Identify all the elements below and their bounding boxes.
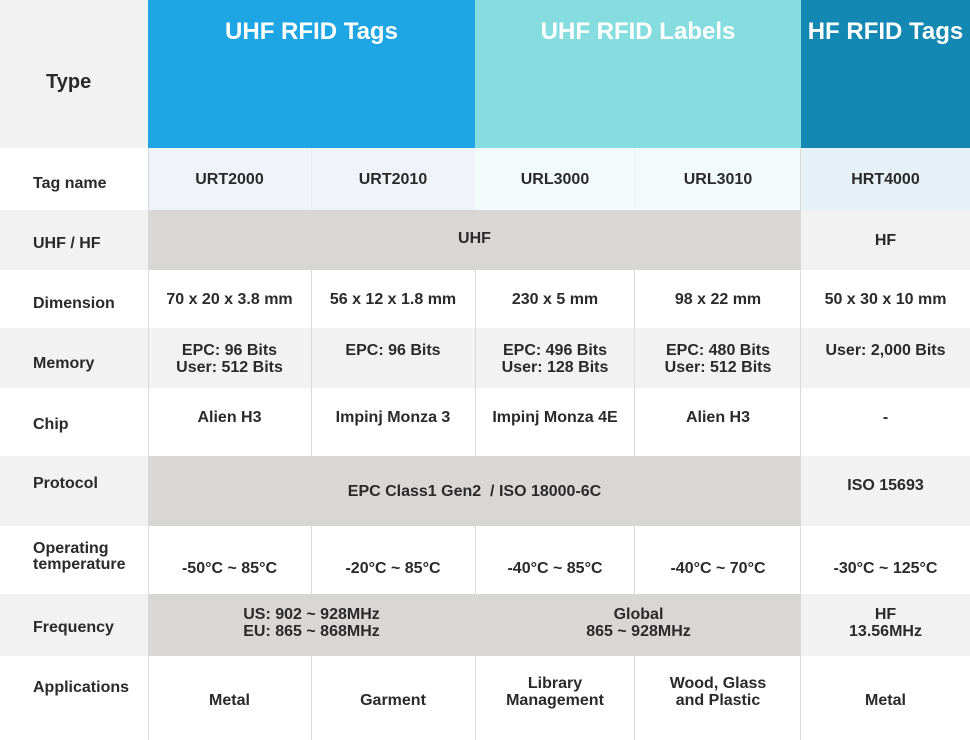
row-label-protocol: Protocol bbox=[33, 475, 98, 492]
chip-url3010: Alien H3 bbox=[685, 409, 750, 426]
temperature-label-line2: temperature bbox=[33, 556, 126, 573]
dimension-urt2000: 70 x 20 x 3.8 mm bbox=[166, 290, 293, 308]
memory-user: User: 512 Bits bbox=[664, 359, 772, 376]
applications-url3010 bbox=[635, 656, 801, 740]
grid-line bbox=[311, 270, 312, 456]
dimension-hrt4000: 50 x 30 x 10 mm bbox=[824, 290, 947, 308]
application-line: Library bbox=[527, 675, 583, 692]
dimension-url3000: 230 x 5 mm bbox=[511, 290, 599, 308]
memory-url3000 bbox=[475, 328, 635, 388]
grid-line bbox=[634, 526, 635, 594]
application-line: Garment bbox=[360, 692, 426, 709]
chip-url3000: Impinj Monza 4E bbox=[492, 409, 618, 426]
tag-name-urt2000: URT2000 bbox=[148, 148, 311, 210]
row-label-tag-name: Tag name bbox=[33, 175, 107, 192]
memory-epc: EPC: 96 Bits bbox=[181, 342, 278, 359]
temperature-urt2010: -20°C ~ 85°C bbox=[345, 560, 441, 577]
application-line: Management bbox=[506, 692, 604, 709]
protocol-hf: ISO 15693 bbox=[801, 456, 970, 526]
applications-hrt4000 bbox=[801, 656, 970, 740]
grid-line bbox=[311, 526, 312, 594]
header-uhf-labels: UHF RFID Labels bbox=[475, 0, 801, 148]
tag-name-url3010: URL3010 bbox=[635, 148, 801, 210]
tag-name-hrt4000: HRT4000 bbox=[801, 148, 970, 210]
chip-hrt4000: - bbox=[882, 409, 889, 426]
grid-line bbox=[311, 148, 312, 210]
grid-line bbox=[634, 148, 635, 210]
chip-urt2010: Impinj Monza 3 bbox=[335, 409, 451, 426]
memory-user: User: 512 Bits bbox=[176, 359, 283, 376]
frequency-global: Global bbox=[613, 606, 664, 623]
grid-line bbox=[311, 656, 312, 740]
header-hf-tags: HF RFID Tags bbox=[801, 0, 970, 148]
applications-urt2000 bbox=[148, 656, 311, 740]
dimension-url3010: 98 x 22 mm bbox=[674, 290, 762, 308]
band-hf: HF bbox=[801, 210, 970, 270]
application-line: and Plastic bbox=[675, 692, 761, 709]
grid-line bbox=[634, 270, 635, 456]
temperature-url3000: -40°C ~ 85°C bbox=[507, 560, 603, 577]
row-label-memory: Memory bbox=[33, 355, 95, 372]
applications-url3000 bbox=[475, 656, 635, 740]
grid-line bbox=[475, 526, 476, 740]
memory-epc: EPC: 480 Bits bbox=[665, 342, 771, 359]
frequency-us: US: 902 ~ 928MHz bbox=[243, 606, 380, 623]
frequency-global-range: 865 ~ 928MHz bbox=[586, 623, 691, 640]
memory-urt2010 bbox=[311, 328, 475, 388]
frequency-uhf-labels bbox=[476, 594, 801, 656]
header-uhf-tags: UHF RFID Tags bbox=[148, 0, 475, 148]
protocol-uhf: EPC Class1 Gen2 / ISO 18000-6C bbox=[148, 456, 801, 526]
grid-line bbox=[634, 656, 635, 740]
application-line: Metal bbox=[209, 692, 250, 709]
memory-url3010 bbox=[635, 328, 801, 388]
tag-name-urt2010: URT2010 bbox=[311, 148, 475, 210]
grid-line bbox=[148, 148, 149, 740]
temperature-url3010: -40°C ~ 70°C bbox=[670, 560, 766, 577]
frequency-uhf-tags bbox=[148, 594, 475, 656]
row-label-applications: Applications bbox=[33, 679, 130, 696]
memory-user: User: 128 Bits bbox=[501, 359, 609, 376]
memory-epc: EPC: 96 Bits bbox=[345, 342, 441, 359]
grid-line bbox=[800, 148, 801, 740]
temperature-hrt4000: -30°C ~ 125°C bbox=[833, 560, 938, 577]
memory-epc: EPC: 496 Bits bbox=[502, 342, 608, 359]
chip-urt2000: Alien H3 bbox=[197, 409, 262, 426]
memory-hrt4000 bbox=[801, 328, 970, 388]
row-label-band: UHF / HF bbox=[33, 235, 101, 252]
row-label-temperature bbox=[0, 526, 148, 594]
frequency-hf-band: HF bbox=[874, 606, 897, 623]
frequency-hf bbox=[801, 594, 970, 656]
type-header-label: Type bbox=[46, 71, 92, 93]
row-label-chip: Chip bbox=[33, 416, 69, 433]
grid-line bbox=[475, 270, 476, 456]
memory-user: User: 2,000 Bits bbox=[825, 342, 946, 359]
frequency-hf-value: 13.56MHz bbox=[849, 623, 922, 640]
row-label-frequency: Frequency bbox=[33, 619, 114, 636]
memory-urt2000 bbox=[148, 328, 311, 388]
application-line: Wood, Glass bbox=[669, 675, 767, 692]
application-line: Metal bbox=[865, 692, 906, 709]
temperature-label-line1: Operating bbox=[33, 540, 109, 557]
tag-name-url3000: URL3000 bbox=[475, 148, 635, 210]
band-uhf: UHF bbox=[148, 210, 801, 270]
dimension-urt2010: 56 x 12 x 1.8 mm bbox=[329, 290, 457, 308]
row-label-dimension: Dimension bbox=[33, 295, 115, 312]
applications-urt2010 bbox=[311, 656, 475, 740]
temperature-urt2000: -50°C ~ 85°C bbox=[181, 560, 278, 577]
frequency-eu: EU: 865 ~ 868MHz bbox=[243, 623, 380, 640]
